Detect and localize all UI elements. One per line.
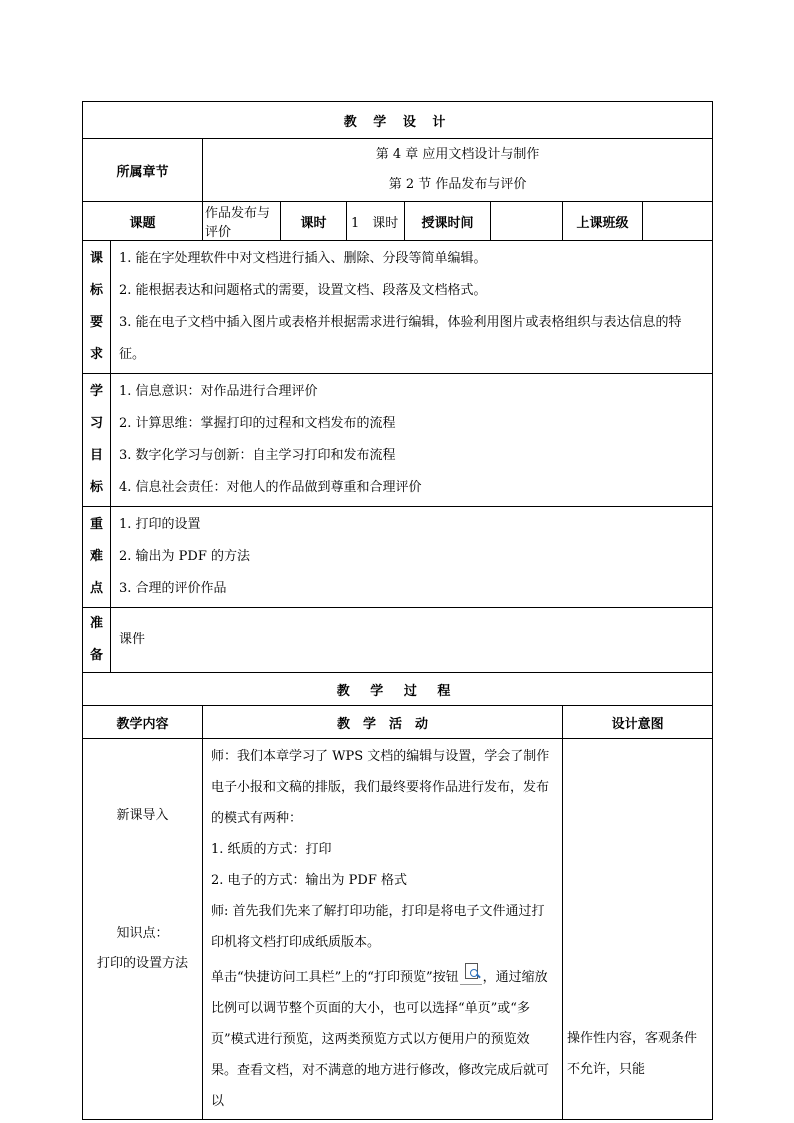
time-value [491,202,563,241]
chapter-label: 所属章节 [83,139,203,202]
list-item: 2. 输出为 PDF 的方法 [119,549,250,564]
list-item: 1. 信息意识：对作品进行合理评价 [119,384,318,399]
col-header-content: 教学内容 [83,706,203,739]
standards-list [111,241,713,374]
topic-knowledge-2: 打印的设置方法 [96,956,188,971]
chapter-line-2: 第 2 节 作品发布与评价 [388,177,527,192]
print-preview-icon [460,962,482,985]
list-item: 1. 能在字处理软件中对文档进行插入、删除、分段等简单编辑。 [119,251,487,266]
keypoints-list [111,507,713,608]
prep-value: 课件 [111,608,713,673]
intent-text: 操作性内容，客观条件不允许，只能 [567,1031,698,1077]
col-header-intent: 设计意图 [563,706,713,739]
activity-paragraph: 师: 首先我们先来了解打印功能，打印是将电子文件通过打印机将文档打印成纸质版本。 [211,904,545,950]
design-title: 教 学 设 计 [83,102,713,139]
keypoints-label: 重 难 点 [83,507,111,608]
lesson-plan-table [82,101,713,1120]
list-item: 3. 数字化学习与创新：自主学习打印和发布流程 [119,448,396,463]
class-value [643,202,713,241]
goals-list [111,374,713,507]
standards-label: 课 标 要 求 [83,241,111,374]
activity-column [203,739,563,1120]
goals-label: 学 习 目 标 [83,374,111,507]
topic-label: 课题 [83,202,203,241]
activity-paragraph: 师：我们本章学习了 WPS 文档的编辑与设置，学会了制作电子小报和文稿的排版，我们最终要将作品进行发布，发布的模式有两种： [211,749,550,826]
intent-column [563,739,713,1120]
list-item: 3. 合理的评价作品 [119,581,227,596]
activity-paragraph: 1. 纸质的方式：打印 [211,842,332,857]
topic-value: 作品发布与评价 [203,202,281,241]
content-column [83,739,203,1120]
list-item: 4. 信息社会责任：对他人的作品做到尊重和合理评价 [119,480,422,495]
time-label: 授课时间 [405,202,491,241]
activity-paragraph: 单击“快捷访问工具栏”上的“打印预览”按钮 ，通过缩放比例可以调节整个页面的大小，也可以选择“单页”或“多页”模式进行预览，这两类预览方式以方便用户的预览效果。查看文档，对不满意的地方进行修改，修改完成后就可以 [211,962,554,1117]
hours-label: 课时 [281,202,347,241]
list-item: 3. 能在电子文档中插入图片或表格并根据需求进行编辑，体验利用图片或表格组织与表达信息的特征。 [119,315,682,362]
list-item: 2. 能根据表达和问题格式的需要，设置文档、段落及文档格式。 [119,283,487,298]
class-label: 上课班级 [563,202,643,241]
hours-value: 1 课时 [347,202,405,241]
process-title: 教 学 过 程 [83,673,713,706]
col-header-activity: 教 学 活 动 [203,706,563,739]
topic-intro: 新课导入 [116,808,169,823]
list-item: 2. 计算思维：掌握打印的过程和文档发布的流程 [119,416,396,431]
chapter-value [203,139,713,202]
topic-knowledge-1: 知识点： [116,926,169,941]
prep-label: 准 备 [83,608,111,673]
chapter-line-1: 第 4 章 应用文档设计与制作 [375,147,540,162]
activity-paragraph: 2. 电子的方式：输出为 PDF 格式 [211,873,407,888]
lesson-plan-sheet [82,101,712,1120]
list-item: 1. 打印的设置 [119,517,201,532]
